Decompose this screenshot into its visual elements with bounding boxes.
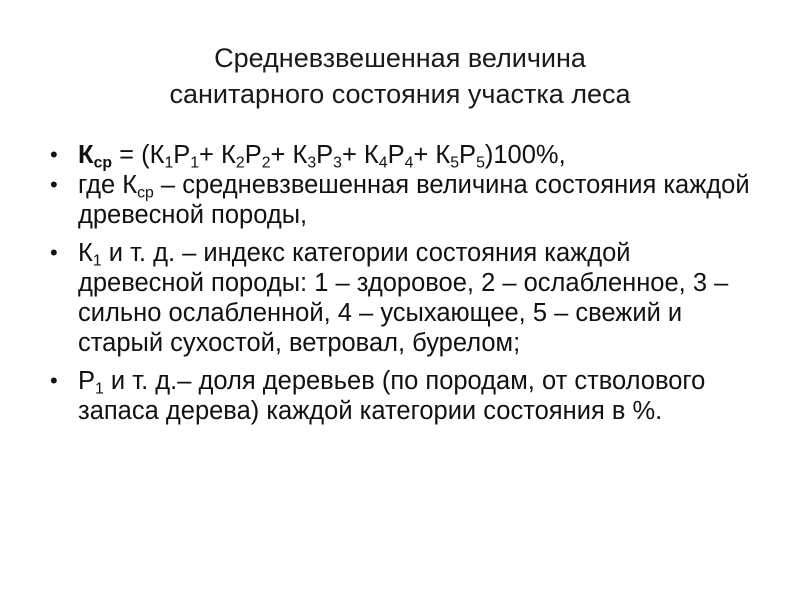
bullet-definition-p: [48, 366, 760, 426]
formula: $К_{ср} = (К_1Р_1+ К_2Р_2+ К_3Р_3+ К_4Р_4+ К_5Р_5)100\%$,: [78, 141, 566, 172]
bullet-dot-icon: •: [50, 368, 58, 393]
definition-p-text: $Р_1$ и т. д.– доля деревьев (по породам, от стволового запаса дерева) каждой категории состояния в %.: [78, 367, 706, 425]
bullet-dot-icon: •: [50, 142, 58, 167]
bullet-dot-icon: •: [50, 172, 58, 197]
slide-title: [0, 40, 800, 112]
bullet-dot-icon: •: [50, 240, 58, 265]
bullet-definition-k: [48, 238, 760, 358]
formula-lhs: $К_{ср}$: [78, 141, 113, 172]
slide-title-line-2: санитарного состояния участка леса: [169, 79, 631, 109]
bullet-definition-kcp: [48, 170, 760, 230]
bullet-formula: [48, 140, 760, 170]
bullet-list: [48, 140, 760, 434]
slide-title-line-1: Средневзвешенная величина: [214, 43, 586, 73]
definition-k-text: $К_1$ и т. д. – индекс категории состояния каждой древесной породы: 1 – здоровое, 2 – ослабленное, 3 – сильно ослабленной, 4 – усыхающее, 5 – свежий и старый сухостой, ветровал, бурелом;: [78, 239, 729, 357]
definition-kcp-text: где $К_{ср}$ – средневзвешенная величина состояния каждой древесной породы,: [78, 171, 750, 229]
